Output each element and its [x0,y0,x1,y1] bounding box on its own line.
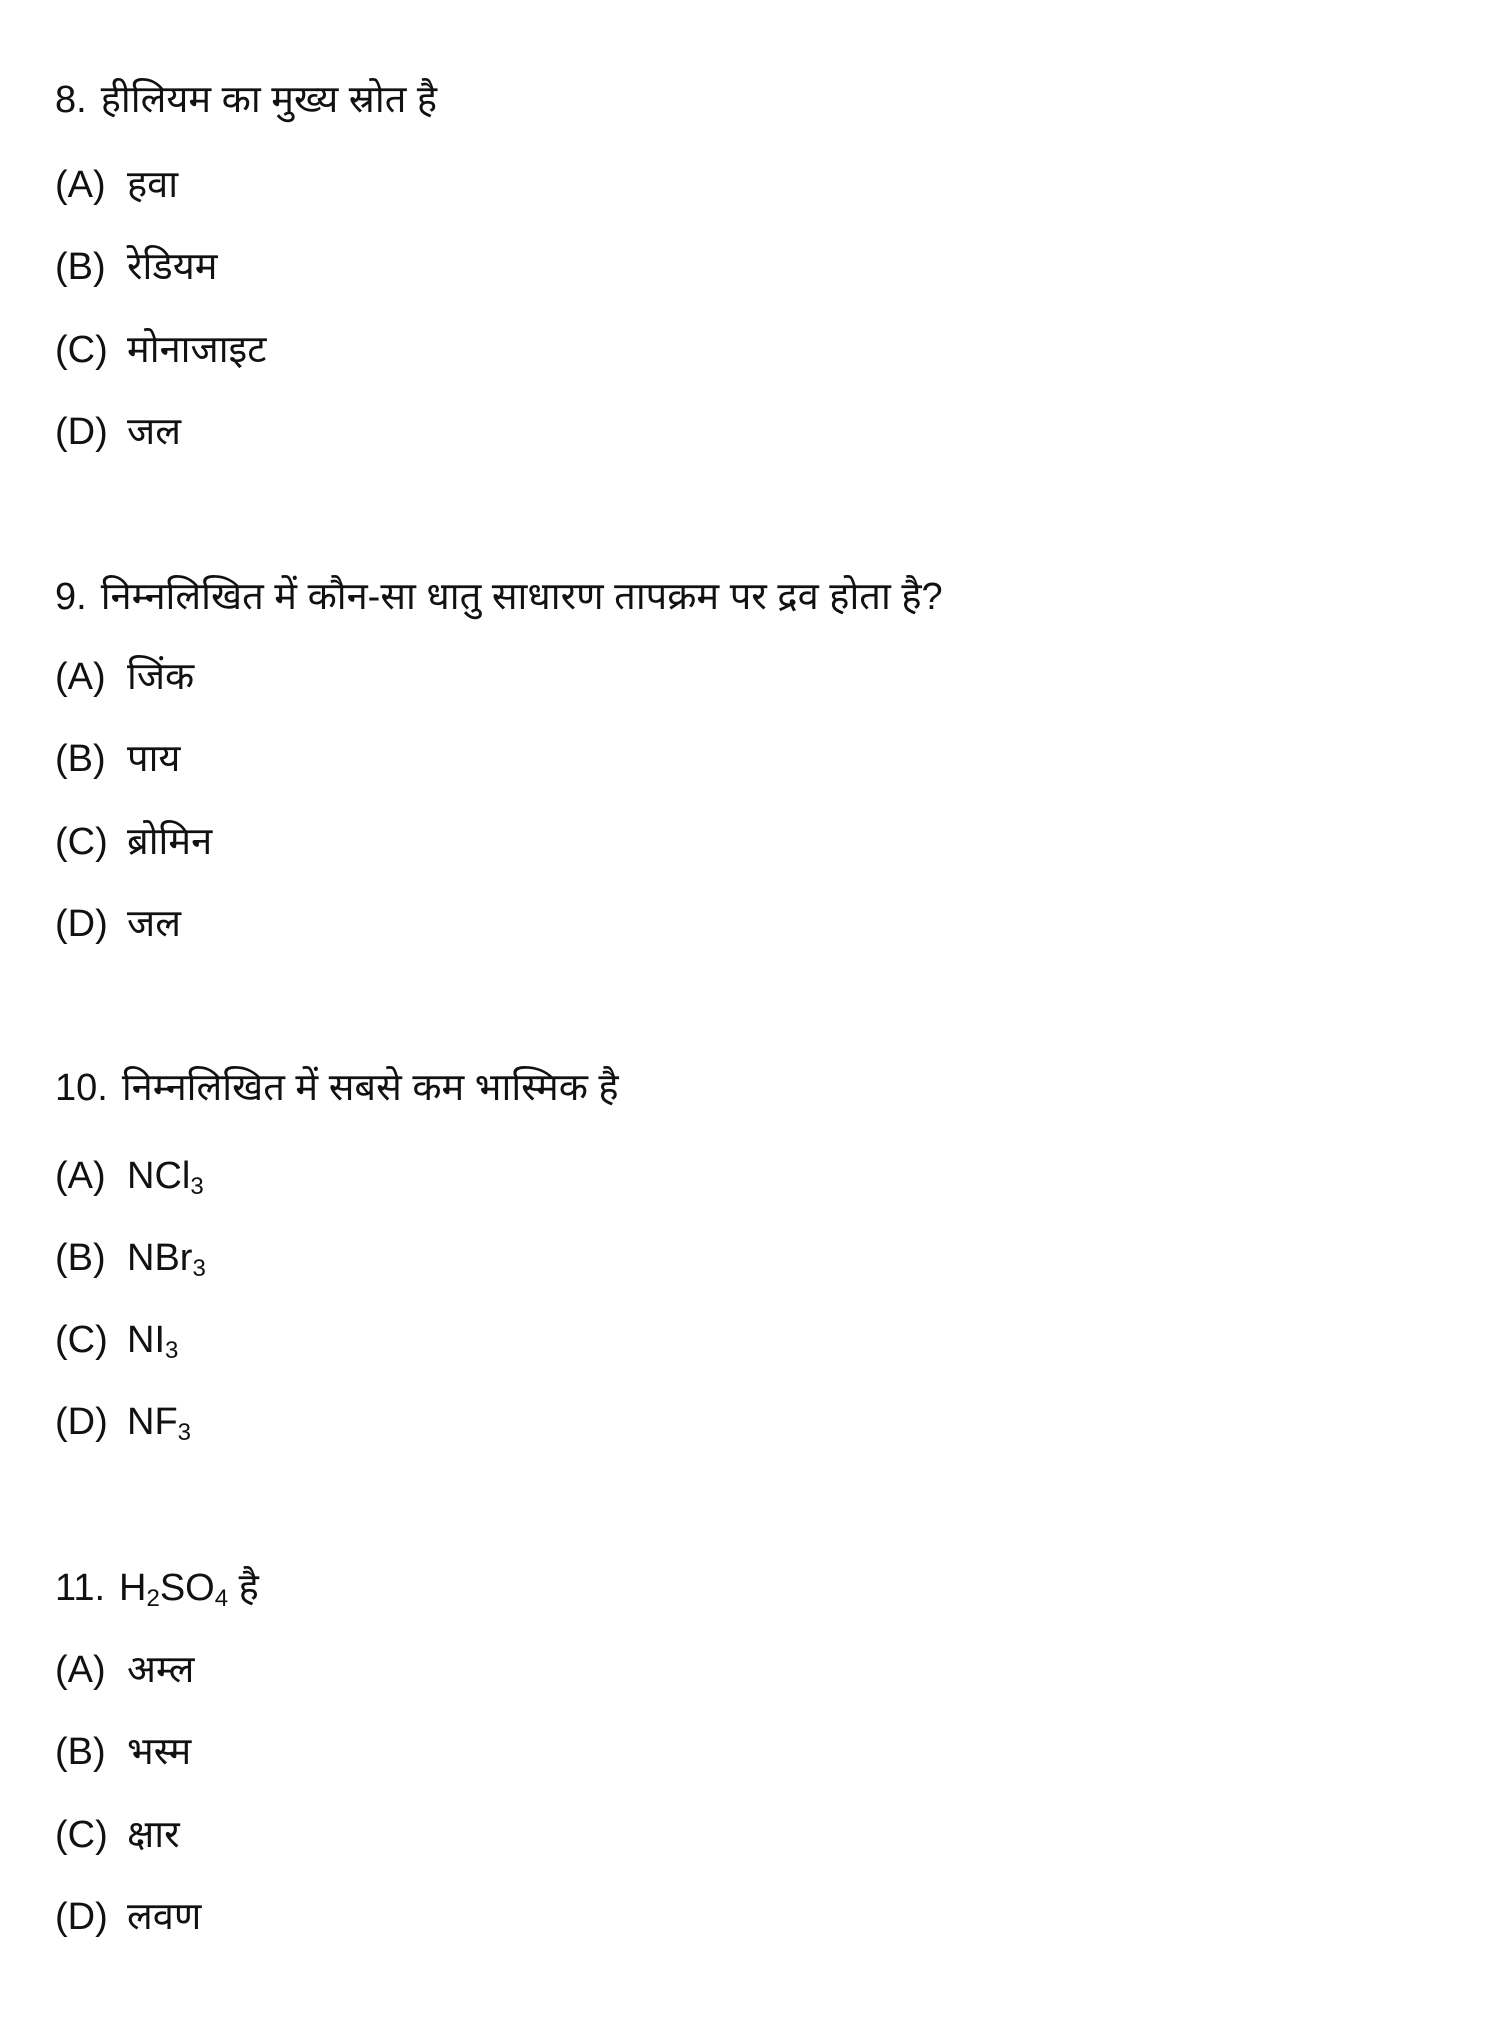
formula-base: NCl [127,1155,191,1197]
option-label: (C) [55,821,108,863]
option-label: (A) [55,164,106,206]
question-number: 11. [55,1567,106,1609]
option-a[interactable] [55,160,178,210]
option-c[interactable] [55,1810,180,1860]
option-text: हवा [127,164,179,206]
option-b[interactable] [55,734,180,784]
option-c[interactable] [55,325,266,375]
option-b[interactable] [55,1727,191,1777]
formula-base: NBr [127,1237,193,1279]
option-d[interactable] [55,1892,201,1942]
formula-subscript: 3 [190,1173,204,1200]
option-label: (D) [55,411,108,453]
question-text: हीलियम का मुख्य स्रोत है [100,79,438,121]
option-c[interactable] [55,817,212,867]
question-text: निम्नलिखित में सबसे कम भास्मिक है [121,1067,619,1109]
question-number: 8. [55,79,87,121]
option-label: (C) [55,1814,108,1856]
option-label: (A) [55,656,106,698]
option-text: रेडियम [127,246,218,288]
option-label: (D) [55,1401,108,1443]
option-a[interactable] [55,652,194,702]
formula-subscript: 4 [214,1585,229,1612]
option-label: (B) [55,1731,106,1773]
option-label: (C) [55,1319,108,1361]
question-number: 10. [55,1067,108,1109]
option-label: (D) [55,1896,108,1938]
option-text: पाय [127,738,181,780]
option-text: जिंक [127,656,195,698]
option-label: (C) [55,329,108,371]
formula-subscript: 2 [146,1585,160,1612]
question-number: 9. [55,576,87,618]
option-label: (A) [55,1155,106,1197]
option-text: अम्ल [127,1649,195,1691]
option-d[interactable] [55,1397,191,1447]
option-text: मोनाजाइट [127,329,267,371]
option-label: (B) [55,1237,106,1279]
question-text: निम्नलिखित में कौन-सा धातु साधारण तापक्रम पर द्रव होता है? [100,576,943,618]
option-label: (A) [55,1649,106,1691]
option-text: लवण [127,1896,202,1938]
question-8 [55,75,437,125]
option-label: (B) [55,246,106,288]
option-text: ब्रोमिन [127,821,213,863]
question-10 [55,1063,619,1113]
formula-h: H [119,1567,147,1609]
option-a[interactable] [55,1151,204,1201]
option-d[interactable] [55,899,181,949]
option-b[interactable] [55,242,217,292]
option-b[interactable] [55,1233,206,1283]
option-d[interactable] [55,407,181,457]
option-label: (D) [55,903,108,945]
question-text: है [238,1567,259,1609]
formula-subscript: 3 [177,1419,192,1446]
formula-subscript: 3 [192,1255,206,1282]
formula-so: SO [159,1567,215,1609]
option-text: भस्म [127,1731,192,1773]
option-text: जल [127,411,181,453]
formula-subscript: 3 [165,1337,179,1364]
option-label: (B) [55,738,106,780]
option-text: क्षार [127,1814,180,1856]
option-c[interactable] [55,1315,178,1365]
formula-base: NI [127,1319,165,1361]
question-11 [55,1563,259,1613]
formula-base: NF [127,1401,178,1443]
option-a[interactable] [55,1645,194,1695]
question-9 [55,572,943,622]
option-text: जल [127,903,181,945]
